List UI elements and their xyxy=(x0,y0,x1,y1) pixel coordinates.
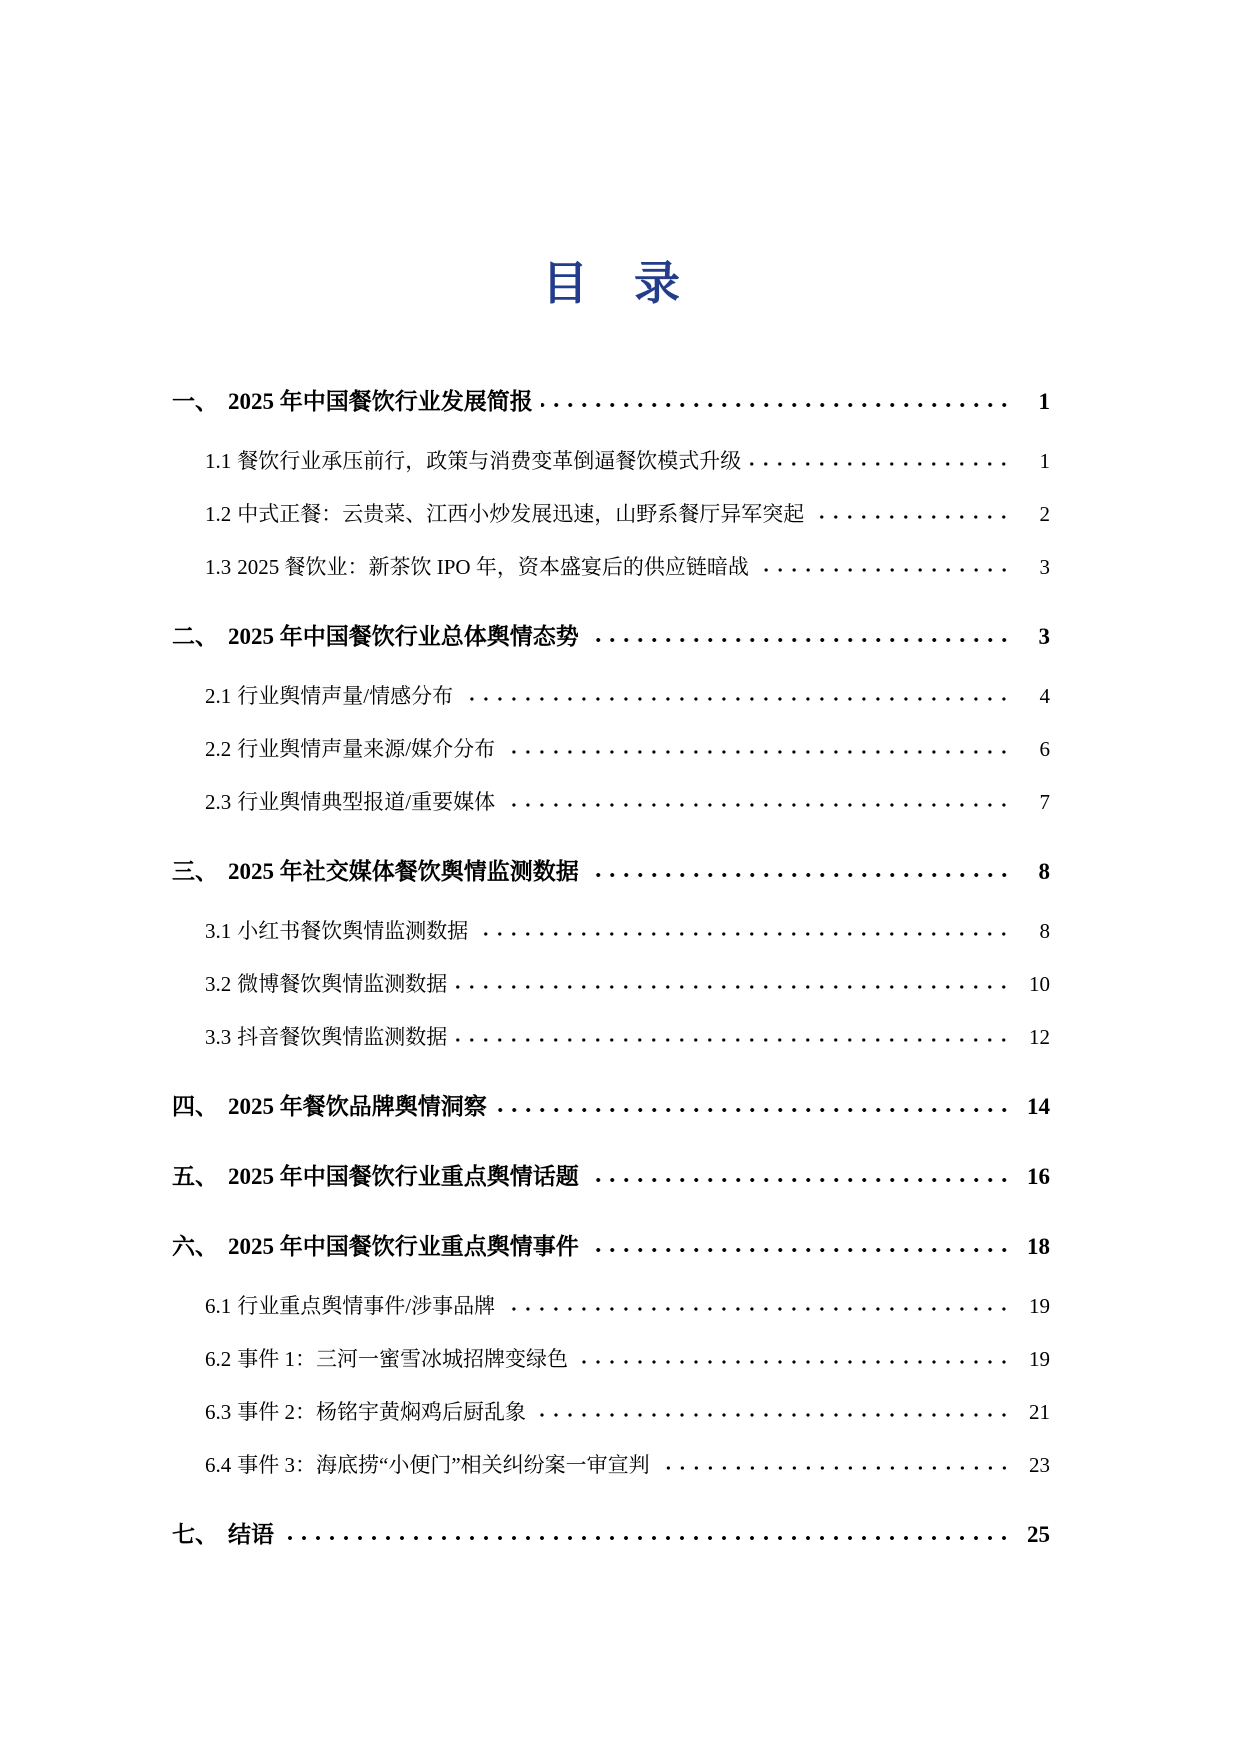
toc-entry-title: 结语 xyxy=(228,1522,274,1547)
toc-entry[interactable] xyxy=(172,789,1050,815)
toc-entry[interactable] xyxy=(172,1522,1050,1548)
toc-entry-title: 2025 餐饮业：新茶饮 IPO 年，资本盛宴后的供应链暗战 xyxy=(237,555,749,579)
dot-leader xyxy=(587,1234,1015,1260)
toc-entry-number: 七、 xyxy=(172,1522,218,1547)
toc-entry-number: 3.3 xyxy=(205,1025,232,1049)
toc-entry-page: 4 xyxy=(1039,684,1050,708)
toc-entry[interactable] xyxy=(172,1399,1050,1425)
toc-entry-number: 2.3 xyxy=(205,790,232,814)
dot-leader xyxy=(455,1024,1015,1050)
toc-entry[interactable] xyxy=(172,1234,1050,1260)
dot-leader xyxy=(503,1293,1015,1319)
toc-entry[interactable] xyxy=(172,624,1050,650)
toc-entry[interactable] xyxy=(172,1164,1050,1190)
dot-leader xyxy=(757,554,1015,580)
toc-entry-page: 18 xyxy=(1027,1234,1050,1259)
dot-leader xyxy=(587,624,1015,650)
dot-leader xyxy=(658,1452,1015,1478)
toc-entry[interactable] xyxy=(172,448,1050,474)
toc-entry[interactable] xyxy=(172,683,1050,709)
toc-entry-page: 3 xyxy=(1039,555,1050,579)
toc-entry[interactable] xyxy=(172,859,1050,885)
toc-entry-title: 小红书餐饮舆情监测数据 xyxy=(237,919,469,943)
dot-leader xyxy=(587,859,1015,885)
dot-leader xyxy=(503,736,1015,762)
toc-entry[interactable] xyxy=(172,1452,1050,1478)
toc-entry[interactable] xyxy=(172,554,1050,580)
toc-entry-number: 3.1 xyxy=(205,919,232,943)
toc-entry-number: 1.1 xyxy=(205,449,232,473)
dot-leader xyxy=(812,501,1015,527)
toc-entry-page: 2 xyxy=(1039,502,1050,526)
dot-leader xyxy=(534,1399,1015,1425)
toc-entry-number: 3.2 xyxy=(205,972,232,996)
toc-entry[interactable] xyxy=(172,1094,1050,1120)
toc-entry-number: 三、 xyxy=(172,859,218,884)
toc-entry-title: 事件 1：三河一蜜雪冰城招牌变绿色 xyxy=(237,1347,568,1371)
toc-entry-page: 19 xyxy=(1029,1294,1050,1318)
dot-leader xyxy=(495,1094,1015,1120)
toc-entry-title: 行业舆情典型报道/重要媒体 xyxy=(237,790,496,814)
toc-entry-number: 2.1 xyxy=(205,684,232,708)
toc-title: 目 录 xyxy=(542,258,680,309)
toc-entry-page: 10 xyxy=(1029,972,1050,996)
table-of-contents xyxy=(172,389,1050,1548)
dot-leader xyxy=(461,683,1015,709)
dot-leader xyxy=(503,789,1015,815)
toc-entry[interactable] xyxy=(172,1024,1050,1050)
toc-entry-number: 一、 xyxy=(172,389,218,414)
dot-leader xyxy=(282,1522,1015,1548)
toc-entry-page: 1 xyxy=(1038,389,1050,414)
toc-entry-page: 16 xyxy=(1027,1164,1050,1189)
toc-entry-number: 1.2 xyxy=(205,502,232,526)
toc-entry-title: 2025 年中国餐饮行业总体舆情态势 xyxy=(228,624,579,649)
toc-entry[interactable] xyxy=(172,918,1050,944)
toc-entry-number: 6.1 xyxy=(205,1294,232,1318)
toc-entry[interactable] xyxy=(172,1346,1050,1372)
toc-entry-page: 1 xyxy=(1039,449,1050,473)
toc-entry-number: 6.3 xyxy=(205,1400,232,1424)
toc-entry-number: 六、 xyxy=(172,1234,218,1259)
toc-entry-title: 中式正餐：云贵菜、江西小炒发展迅速，山野系餐厅异军突起 xyxy=(237,502,805,526)
toc-entry-page: 25 xyxy=(1027,1522,1050,1547)
toc-entry-title: 2025 年社交媒体餐饮舆情监测数据 xyxy=(228,859,579,884)
toc-entry-number: 6.2 xyxy=(205,1347,232,1371)
toc-entry[interactable] xyxy=(172,971,1050,997)
dot-leader xyxy=(587,1164,1015,1190)
toc-entry-title: 行业重点舆情事件/涉事品牌 xyxy=(237,1294,496,1318)
toc-entry-title: 行业舆情声量/情感分布 xyxy=(237,684,454,708)
toc-entry-page: 3 xyxy=(1038,624,1050,649)
toc-entry-page: 6 xyxy=(1039,737,1050,761)
toc-entry[interactable] xyxy=(172,389,1050,415)
toc-entry-page: 14 xyxy=(1027,1094,1050,1119)
toc-entry[interactable] xyxy=(172,501,1050,527)
toc-entry-title: 抖音餐饮舆情监测数据 xyxy=(237,1025,448,1049)
toc-entry-title: 2025 年中国餐饮行业重点舆情话题 xyxy=(228,1164,579,1189)
toc-entry-number: 6.4 xyxy=(205,1453,232,1477)
toc-entry-page: 8 xyxy=(1039,919,1050,943)
toc-entry-title: 2025 年餐饮品牌舆情洞察 xyxy=(228,1094,487,1119)
toc-entry-title: 2025 年中国餐饮行业发展简报 xyxy=(228,389,533,414)
toc-entry-page: 19 xyxy=(1029,1347,1050,1371)
toc-entry[interactable] xyxy=(172,736,1050,762)
toc-entry-page: 7 xyxy=(1039,790,1050,814)
toc-entry-title: 事件 2：杨铭宇黄焖鸡后厨乱象 xyxy=(237,1400,526,1424)
toc-entry[interactable] xyxy=(172,1293,1050,1319)
toc-entry-page: 8 xyxy=(1038,859,1050,884)
toc-entry-title: 2025 年中国餐饮行业重点舆情事件 xyxy=(228,1234,579,1259)
toc-entry-title: 事件 3：海底捞“小便门”相关纠纷案一审宣判 xyxy=(237,1453,650,1477)
toc-entry-number: 2.2 xyxy=(205,737,232,761)
toc-entry-number: 二、 xyxy=(172,624,218,649)
toc-entry-title: 微博餐饮舆情监测数据 xyxy=(237,972,448,996)
toc-entry-page: 23 xyxy=(1029,1453,1050,1477)
toc-entry-number: 四、 xyxy=(172,1094,218,1119)
toc-entry-title: 行业舆情声量来源/媒介分布 xyxy=(237,737,496,761)
dot-leader xyxy=(455,971,1015,997)
toc-entry-page: 21 xyxy=(1029,1400,1050,1424)
toc-entry-number: 五、 xyxy=(172,1164,218,1189)
dot-leader xyxy=(749,448,1015,474)
dot-leader xyxy=(576,1346,1015,1372)
toc-entry-title: 餐饮行业承压前行，政策与消费变革倒逼餐饮模式升级 xyxy=(237,449,742,473)
toc-entry-number: 1.3 xyxy=(205,555,232,579)
toc-entry-page: 12 xyxy=(1029,1025,1050,1049)
dot-leader xyxy=(541,389,1015,415)
dot-leader xyxy=(476,918,1015,944)
